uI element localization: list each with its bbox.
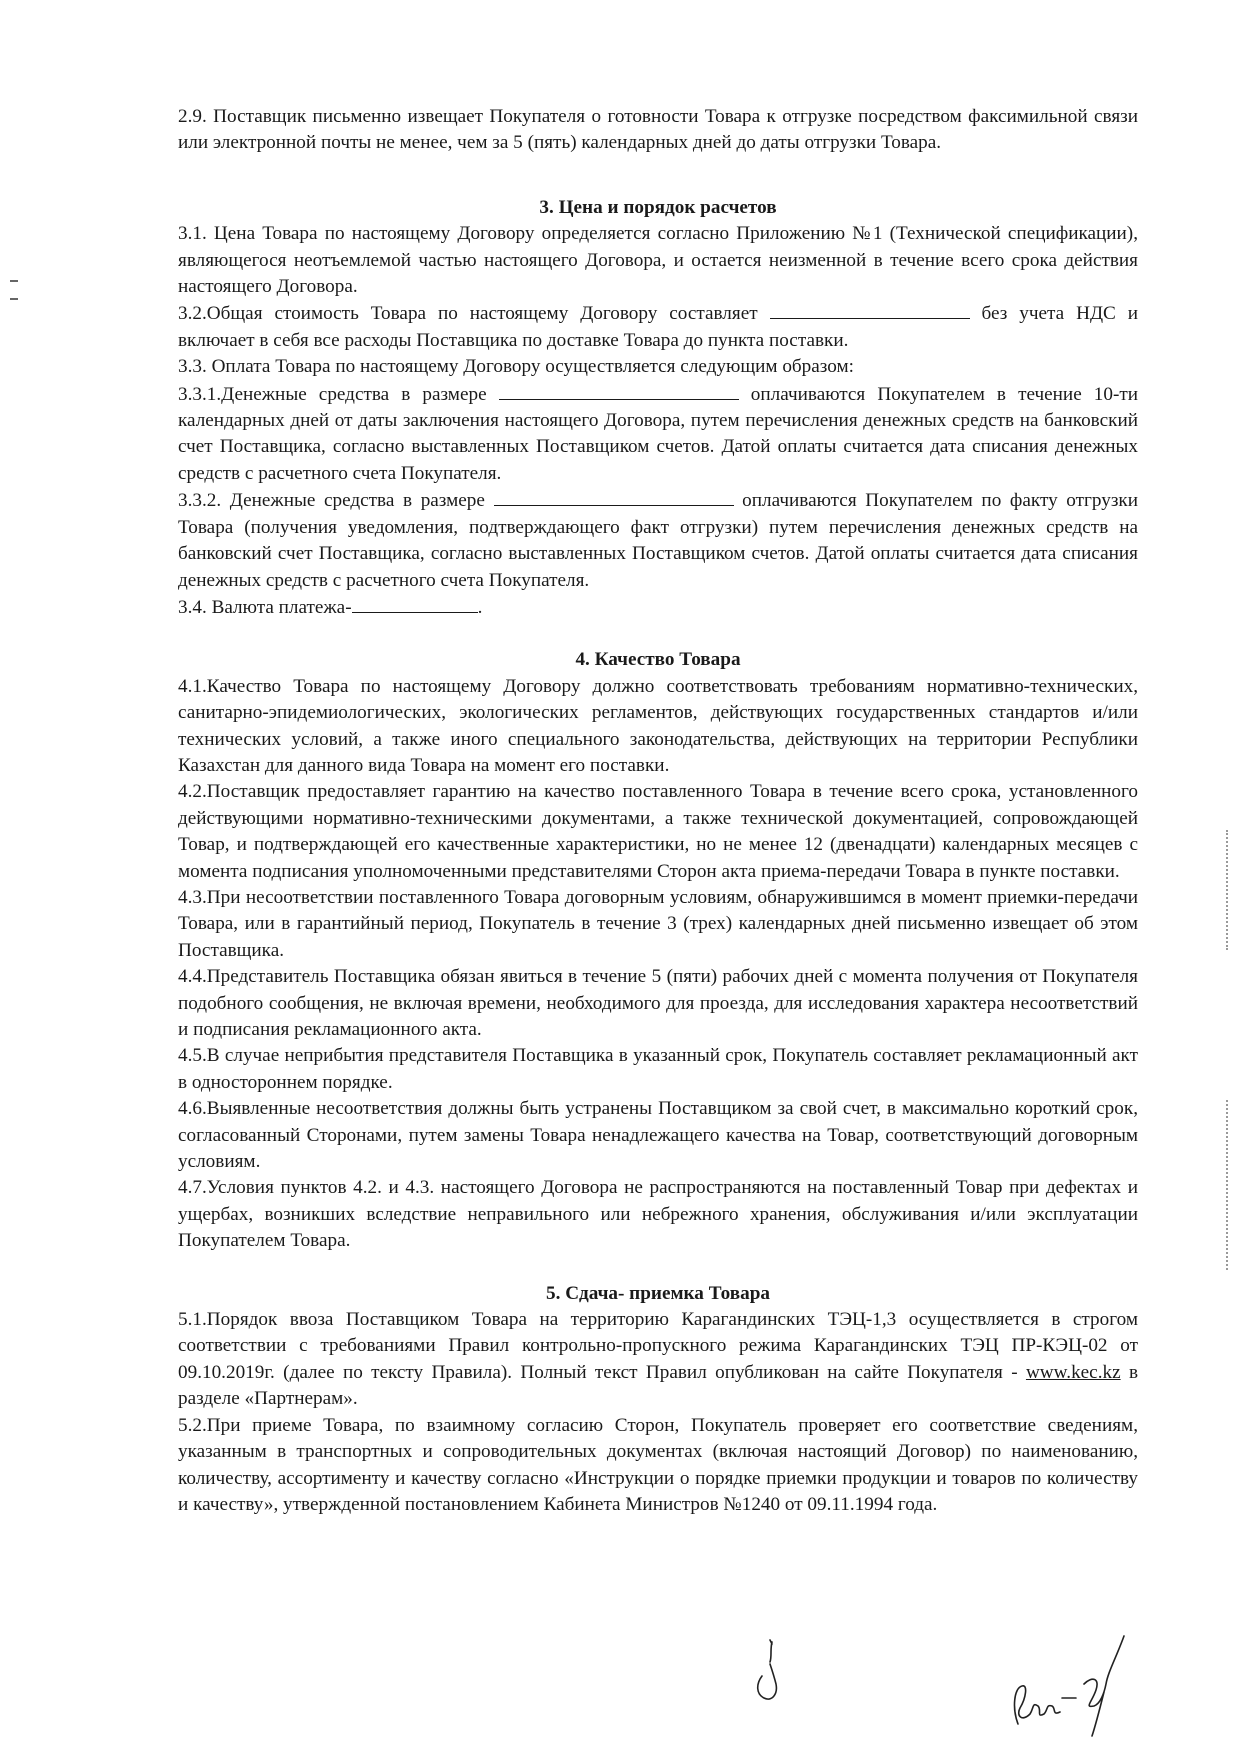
clause-3-2-start: 3.2.Общая стоимость Товара по настоящему Договору составляет [178,303,758,325]
advance-amount-blank[interactable] [499,381,739,400]
scan-edge-line [1226,1100,1230,1270]
clause-3-4-start: 3.4. Валюта платежа- [178,596,352,618]
section-4-title: 4. Качество Товара [575,649,741,671]
clause-3-3-1 [178,381,1138,488]
clause-3-3-1-start: 3.3.1.Денежные средства в размере [178,383,487,405]
clause-3-3-2 [178,487,1138,594]
clause-3-3: 3.3. Оплата Товара по настоящему Договору осуществляется следующим образом: [178,356,854,378]
final-amount-blank[interactable] [494,487,734,506]
clause-5-1-text: 5.1.Порядок ввоза Поставщиком Товара на территорию Карагандинских ТЭЦ-1,3 осуществляется в строгом соответствии с требованиями Правил контрольно-пропускного режима Карагандинских ТЭЦ ПР-КЭЦ-02 от 09.10.2019г. (далее по тексту Правила). Полный текст Правил опубликован на сайте Покупателя - [178,1309,1138,1383]
website-link[interactable]: www.kec.kz [1025,1361,1121,1383]
clause-5-1 [178,1307,1138,1413]
clause-3-2 [178,300,1138,354]
clause-2-9: 2.9. Поставщик письменно извещает Покупателя о готовности Товара к отгрузке посредством факсимильной связи или электронной почты не менее, чем за 5 (пять) календарных дней до даты отгрузки Товара. [178,106,1138,154]
clause-4-5: 4.5.В случае неприбытия представителя Поставщика в указанный срок, Покупатель составляет рекламационный акт в одностороннем порядке. [178,1045,1138,1093]
document-page [178,104,1138,1518]
currency-blank[interactable] [352,594,478,613]
scan-edge-mark [10,280,18,282]
total-cost-blank[interactable] [770,300,970,319]
clause-4-3: 4.3.При несоответствии поставленного Товара договорным условиям, обнаружившимся в момент приемки-передачи Товара, или в гарантийный период, Покупатель в течение 3 (трех) календарных дней письменно извещает об этом Поставщика. [178,886,1138,961]
section-3-title: 3. Цена и порядок расчетов [539,196,777,218]
clause-5-2: 5.2.При приеме Товара, по взаимному согласию Сторон, Покупатель проверяет его соответствие сведениям, указанным в транспортных и сопроводительных документах (включая настоящий Договор) по наименованию, количеству, ассортименту и качеству согласно «Инструкции о порядке приемки продукции и товаров по количеству и качеству», утвержденной постановлением Кабинета Министров №1240 от 09.11.1994 года. [178,1414,1138,1515]
clause-3-2-end: без учета НДС и включает в себя все расходы Поставщика по доставке Товара до пункта поставки. [178,303,1139,351]
initials-mark-icon [748,1636,788,1708]
clause-3-3-1-end: оплачиваются Покупателем в течение 10-ти календарных дней от даты заключения настоящего Договора, путем перечисления денежных средств на банковский счет Поставщика, согласно выставленных Поставщиком счетов. Датой оплаты считается дата списания денежных средств с расчетного счета Покупателя. [178,383,1139,484]
clause-4-6: 4.6.Выявленные несоответствия должны быть устранены Поставщиком за свой счет, в максимально короткий срок, согласованный Сторонами, путем замены Товара ненадлежащего качества на Товар, соответствующий договорным условиям. [178,1098,1138,1173]
clause-4-7: 4.7.Условия пунктов 4.2. и 4.3. настоящего Договора не распространяются на поставленный Товар при дефектах и ущербах, возникших вследствие неправильного или небрежного хранения, обслуживания и/или эксплуатации Покупателем Товара. [178,1177,1138,1252]
clause-4-1: 4.1.Качество Товара по настоящему Договору должно соответствовать требованиям нормативно-технических, санитарно-эпидемиологических, экологических регламентов, действующих государственных стандартов и/или технических условий, а также иного специального законодательства, действующих на территории Республики Казахстан для данного вида Товара на момент его поставки. [178,675,1138,776]
clause-5-1-end: в разделе «Партнерам». [178,1361,1139,1410]
clause-3-4-end: . [477,596,483,618]
scan-edge-mark [10,298,18,300]
signature-icon [1000,1628,1140,1738]
clause-3-4 [178,594,1138,621]
clause-3-3-2-end: оплачиваются Покупателем по факту отгрузки Товара (получения уведомления, подтверждающего факт отгрузки) путем перечисления денежных средств на банковский счет Поставщика, согласно выставленных Поставщиком счетов. Датой оплаты считается дата списания денежных средств с расчетного счета Покупателя. [178,490,1139,591]
clause-3-3-2-start: 3.3.2. Денежные средства в размере [178,490,485,512]
clause-4-4: 4.4.Представитель Поставщика обязан явиться в течение 5 (пяти) рабочих дней с момента получения от Покупателя подобного сообщения, не включая времени, необходимого для проезда, для исследования характера несоответствий и подписания рекламационного акта. [178,966,1138,1040]
clause-3-1: 3.1. Цена Товара по настоящему Договору определяется согласно Приложению №1 (Технической спецификации), являющегося неотъемлемой частью настоящего Договора, и остается неизменной в течение всего срока действия настоящего Договора. [178,223,1138,298]
clause-4-2: 4.2.Поставщик предоставляет гарантию на качество поставленного Товара в течение всего срока, установленного действующими нормативно-техническими документами, а также технической документацией, сопровождающей Товар, и подтверждающей его качественные характеристики, но не менее 12 (двенадцати) календарных месяцев с момента подписания уполномоченными представителями Сторон акта приема-передачи Товара в пункте поставки. [178,781,1138,882]
section-5-title: 5. Сдача- приемка Товара [546,1282,770,1304]
scan-edge-line [1226,830,1230,950]
